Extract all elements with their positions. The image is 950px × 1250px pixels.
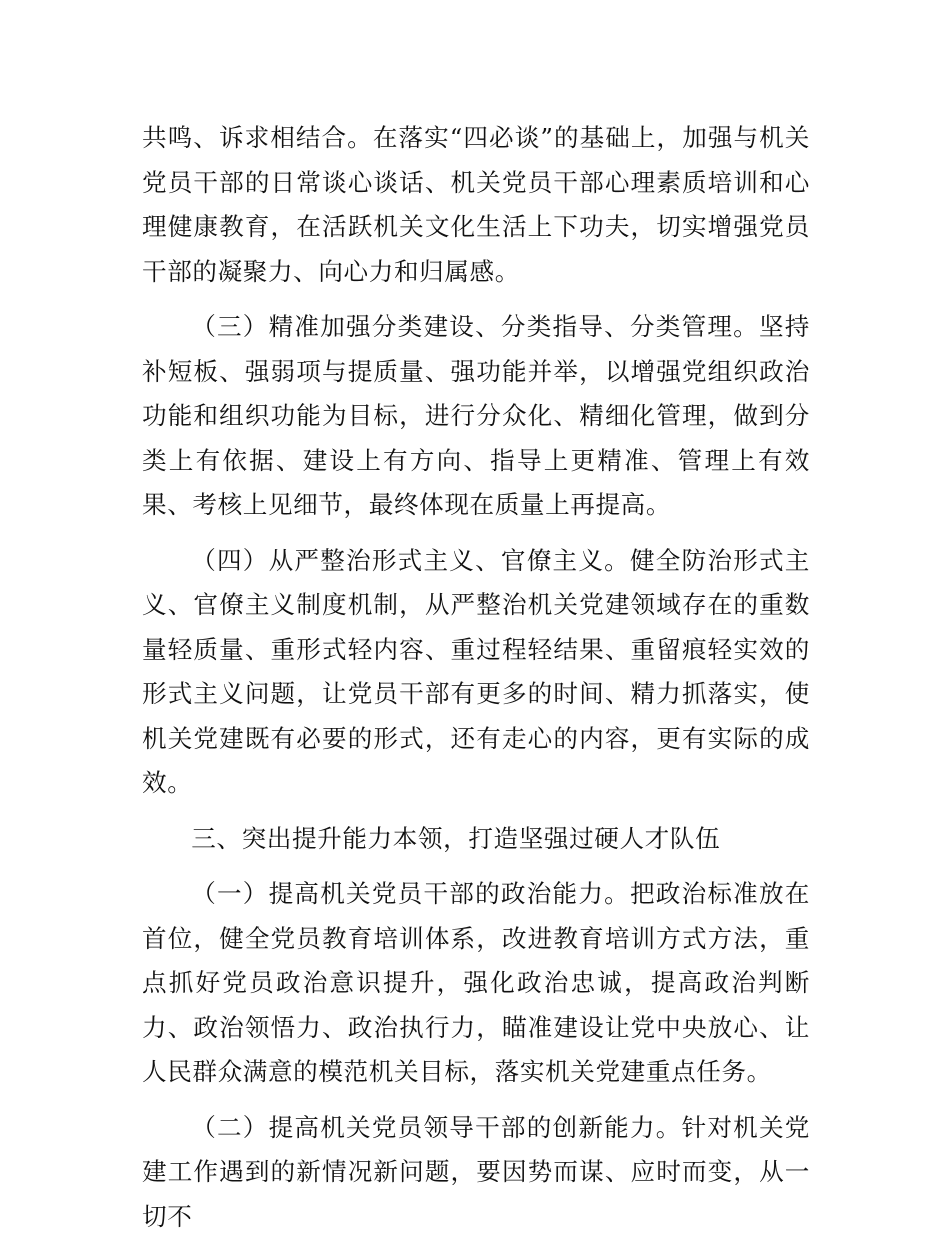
paragraph-subsection-1: （一）提高机关党员干部的政治能力。把政治标准放在首位，健全党员教育培训体系，改进教育培训方式方法，重点抓好党员政治意识提升，强化政治忠诚，提高政治判断力、政治领悟力、政治执行力，瞄准建设让党中央放心、让人民群众满意的模范机关目标，落实机关党建重点任务。 [142,879,810,1086]
section-heading: 三、突出提升能力本领，打造坚强过硬人才队伍 [191,823,721,853]
paragraph-section-4: （四）从严整治形式主义、官僚主义。健全防治形式主义、官僚主义制度机制，从严整治机关党建领域存在的重数量轻质量、重形式轻内容、重过程轻结果、重留痕轻实效的形式主义问题，让党员干部有更多的时间、精力抓落实，使机关党建既有必要的形式，还有走心的内容，更有实际的成效。 [142,545,810,797]
paragraph-continuation: 共鸣、诉求相结合。在落实“四必谈”的基础上，加强与机关党员干部的日常谈心谈话、机关党员干部心理素质培训和心理健康教育，在活跃机关文化生活上下功夫，切实增强党员干部的凝聚力、向心力和归属感。 [142,123,810,286]
paragraph-section-3: （三）精准加强分类建设、分类指导、分类管理。坚持补短板、强弱项与提质量、强功能并举，以增强党组织政治功能和组织功能为目标，进行分众化、精细化管理，做到分类上有依据、建设上有方向、指导上更精准、管理上有效果、考核上见细节，最终体现在质量上再提高。 [142,312,810,519]
paragraph-subsection-2: （二）提高机关党员领导干部的创新能力。针对机关党建工作遇到的新情况新问题，要因势而谋、应时而变，从一切不 [142,1112,810,1231]
document-body [142,116,810,1250]
